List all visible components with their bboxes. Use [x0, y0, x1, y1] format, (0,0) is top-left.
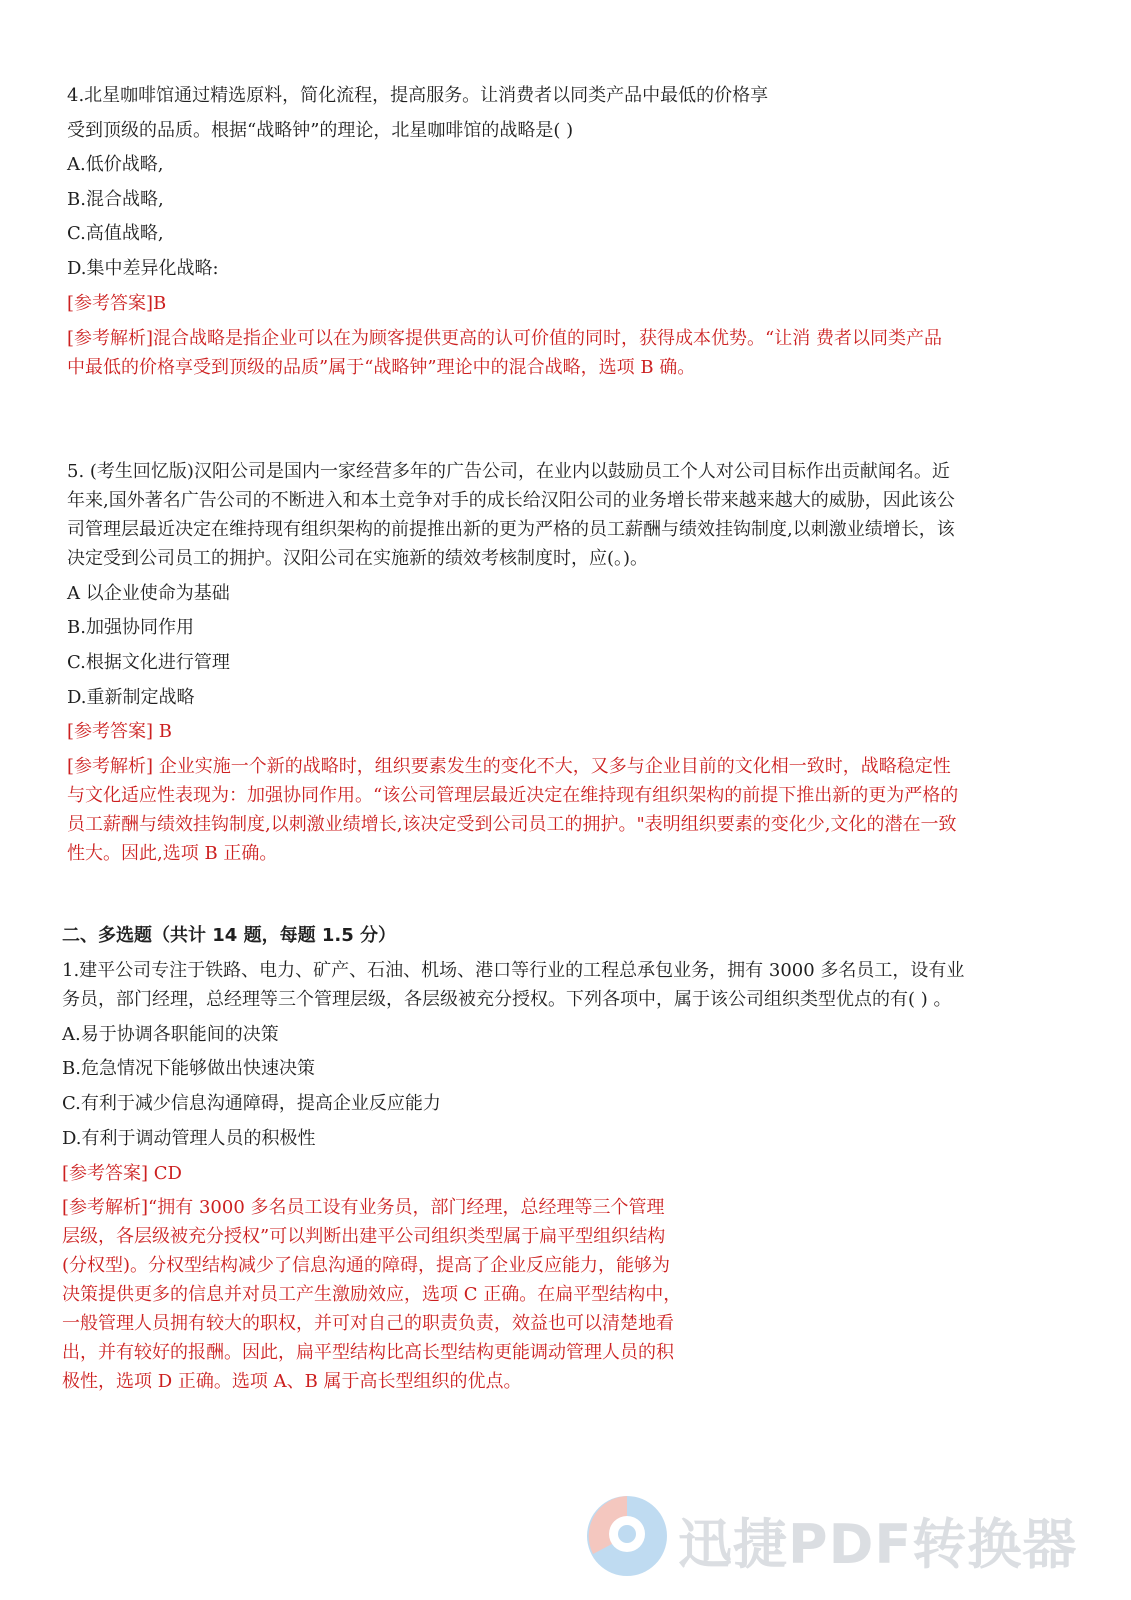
m1-analysis-line-5: 一般管理人员拥有较大的职权，并可对自己的职责负责，效益也可以清楚地看 — [62, 1313, 674, 1334]
m1-option-d: D.有利于调动管理人员的积极性 — [62, 1128, 316, 1149]
m1-option-c: C.有利于减少信息沟通障碍，提高企业反应能力 — [62, 1093, 441, 1114]
section-title: 二、多选题（共计 14 题，每题 1.5 分） — [62, 925, 397, 946]
q4-option-d: D.集中差异化战略: — [67, 258, 219, 279]
q5-stem-line-1: 5. (考生回忆版)汉阳公司是国内一家经营多年的广告公司，在业内以鼓励员工个人对公司目标作出贡献闻名。近 — [67, 461, 950, 482]
q5-stem-line-3: 司管理层最近决定在维持现有组织架构的前提推出新的更为严格的员工薪酬与绩效挂钩制度,以刺激业绩增长，该 — [67, 519, 955, 540]
m1-analysis-line-2: 层级，各层级被充分授权”可以判断出建平公司组织类型属于扁平型组织结构 — [62, 1226, 666, 1247]
q4-answer: [参考答案]B — [67, 293, 167, 314]
q5-option-c: C.根据文化进行管理 — [67, 652, 230, 673]
m1-stem-line-2: 务员，部门经理，总经理等三个管理层级，各层级被充分授权。下列各项中，属于该公司组织类型优点的有( ) 。 — [62, 989, 952, 1010]
q5-analysis-line-1: [参考解析] 企业实施一个新的战略时，组织要素发生的变化不大，又多与企业目前的文化相一致时，战略稳定性 — [67, 756, 951, 777]
q4-stem-line-2: 受到顶级的品质。根据“战略钟”的理论，北星咖啡馆的战略是( ) — [67, 120, 574, 141]
m1-analysis-line-6: 出，并有较好的报酬。因此，扁平型结构比高长型结构更能调动管理人员的积 — [62, 1342, 674, 1363]
m1-option-a: A.易于协调各职能间的决策 — [62, 1024, 279, 1045]
m1-analysis-line-7: 极性，选项 D 正确。选项 A、B 属于高长型组织的优点。 — [62, 1371, 522, 1392]
q5-option-a: A 以企业使命为基础 — [67, 583, 230, 604]
q5-option-b: B.加强协同作用 — [67, 617, 194, 638]
q4-option-b: B.混合战略, — [67, 189, 164, 210]
q4-option-c: C.高值战略, — [67, 223, 164, 244]
watermark — [583, 1488, 1123, 1584]
m1-answer: [参考答案] CD — [62, 1163, 182, 1184]
q5-option-d: D.重新制定战略 — [67, 687, 195, 708]
m1-analysis-line-4: 决策提供更多的信息并对员工产生激励效应，选项 C 正确。在扁平型结构中， — [62, 1284, 682, 1305]
q5-analysis-line-3: 员工薪酬与绩效挂钩制度,以刺激业绩增长,该决定受到公司员工的拥护。"表明组织要素的变化少,文化的潜在一致 — [67, 814, 957, 835]
watermark-text: 迅捷PDF转换器 — [678, 1513, 1078, 1576]
q5-analysis-line-2: 与文化适应性表现为：加强协同作用。“该公司管理层最近决定在维持现有组织架构的前提下推出新的更为严格的 — [67, 785, 959, 806]
q4-stem-line-1: 4.北星咖啡馆通过精选原料，简化流程，提高服务。让消费者以同类产品中最低的价格享 — [67, 85, 769, 106]
q5-stem-line-2: 年来,国外著名广告公司的不断进入和本土竞争对手的成长给汉阳公司的业务增长带来越来越大的威胁，因此该公 — [67, 490, 955, 511]
xunjie-logo-icon — [583, 1488, 671, 1584]
m1-analysis-line-1: [参考解析]“拥有 3000 多名员工设有业务员，部门经理，总经理等三个管理 — [62, 1197, 665, 1218]
m1-analysis-line-3: (分权型)。分权型结构减少了信息沟通的障碍，提高了企业反应能力，能够为 — [62, 1255, 671, 1276]
q5-analysis-line-4: 性大。因此,选项 B 正确。 — [67, 843, 278, 864]
q4-analysis-line-1: [参考解析]混合战略是指企业可以在为顾客提供更高的认可价值的同时，获得成本优势。“让消 费者以同类产品 — [67, 328, 942, 349]
m1-option-b: B.危急情况下能够做出快速决策 — [62, 1058, 315, 1079]
q5-stem-line-4: 决定受到公司员工的拥护。汉阳公司在实施新的绩效考核制度时，应(。)。 — [67, 548, 649, 569]
q4-option-a: A.低价战略, — [67, 154, 164, 175]
q5-answer: [参考答案] B — [67, 721, 172, 742]
m1-stem-line-1: 1.建平公司专注于铁路、电力、矿产、石油、机场、港口等行业的工程总承包业务，拥有 3000 多名员工，设有业 — [62, 960, 965, 981]
q4-analysis-line-2: 中最低的价格享受到顶级的品质”属于“战略钟”理论中的混合战略，选项 B 确。 — [67, 357, 696, 378]
